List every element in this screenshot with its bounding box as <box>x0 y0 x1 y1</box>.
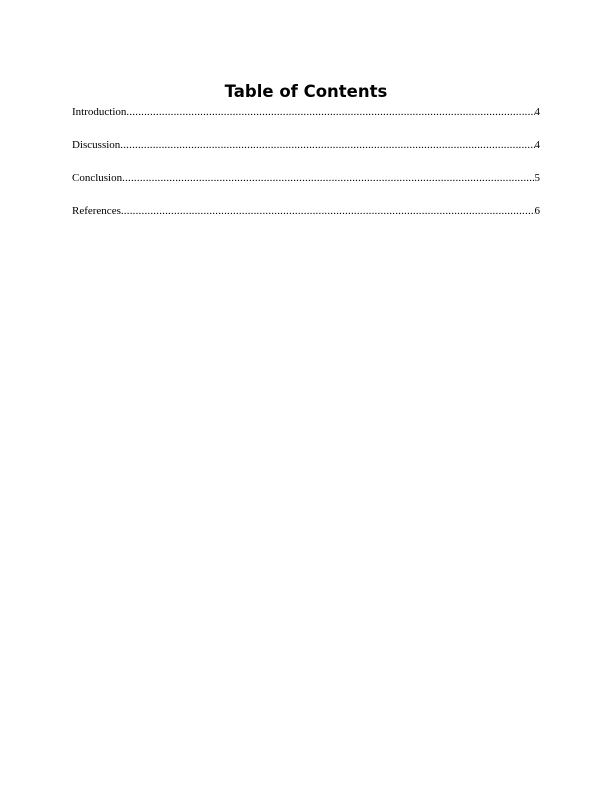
dot-leader <box>122 170 534 186</box>
toc-entry-label: Conclusion <box>72 172 123 184</box>
toc-entry-label: Introduction <box>72 106 127 118</box>
table-of-contents <box>72 104 540 236</box>
toc-entry-page-number: 5 <box>534 172 540 184</box>
dot-leader <box>120 137 534 153</box>
toc-entry-label: Discussion <box>72 139 121 151</box>
toc-entry-conclusion[interactable] <box>72 170 540 186</box>
toc-entry-discussion[interactable] <box>72 137 540 153</box>
dot-leader <box>126 104 534 120</box>
toc-entry-references[interactable] <box>72 203 540 219</box>
toc-entry-page-number: 4 <box>534 139 540 151</box>
toc-entry-introduction[interactable] <box>72 104 540 120</box>
page-title: Table of Contents <box>224 82 388 101</box>
toc-entry-page-number: 4 <box>534 106 540 118</box>
toc-entry-page-number: 6 <box>534 205 540 217</box>
toc-entry-label: References <box>72 205 121 217</box>
dot-leader <box>121 203 535 219</box>
